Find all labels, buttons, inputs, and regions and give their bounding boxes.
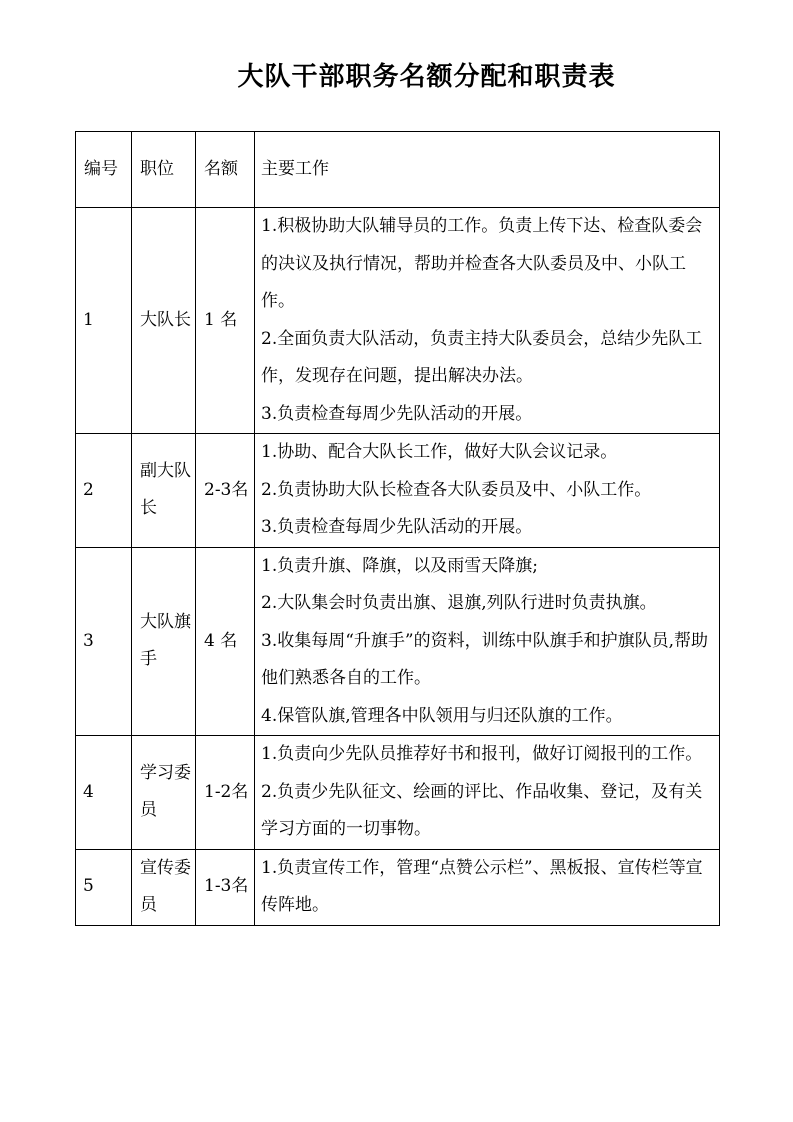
table-row <box>76 849 720 925</box>
duty-item: 2.负责少先队征文、绘画的评比、作品收集、登记，及有关学习方面的一切事物。 <box>261 781 703 839</box>
row-duties <box>255 736 720 850</box>
duty-item: 1.积极协助大队辅导员的工作。负责上传下达、检查队委会的决议及执行情况，帮助并检查各大队委员及中、小队工作。 <box>261 216 703 311</box>
duty-item: 3.收集每周“升旗手”的资料，训练中队旗手和护旗队员,帮助他们熟悉各自的工作。 <box>261 630 709 688</box>
row-duties <box>255 208 720 434</box>
duty-item: 2.负责协助大队长检查各大队委员及中、小队工作。 <box>261 479 652 500</box>
table-row <box>76 434 720 548</box>
row-duties <box>255 547 720 736</box>
header-quota: 名额 <box>196 132 255 208</box>
duty-item: 1.协助、配合大队长工作，做好大队会议记录。 <box>261 442 618 462</box>
duty-item: 2.全面负责大队活动，负责主持大队委员会，总结少先队工作，发现存在问题，提出解决办法。 <box>261 328 703 386</box>
duty-item: 2.大队集会时负责出旗、退旗,列队行进时负责执旗。 <box>261 593 657 613</box>
duty-item: 3.负责检查每周少先队活动的开展。 <box>261 517 533 537</box>
row-position: 宣传委员 <box>132 849 196 925</box>
row-number: 5 <box>76 849 132 925</box>
duty-item: 3.负责检查每周少先队活动的开展。 <box>261 403 533 424</box>
row-quota: 4 名 <box>196 547 255 736</box>
table-row <box>76 736 720 850</box>
page-title: 大队干部职务名额分配和职责表 <box>237 62 616 92</box>
row-position: 副大队长 <box>132 434 196 548</box>
row-quota: 1-3名 <box>196 849 255 925</box>
table-row <box>76 547 720 736</box>
row-number: 4 <box>76 736 132 850</box>
header-duties: 主要工作 <box>255 132 720 208</box>
row-number: 2 <box>76 434 132 548</box>
row-position: 大队旗手 <box>132 547 196 736</box>
duty-item: 1.负责升旗、降旗，以及雨雪天降旗; <box>261 555 538 576</box>
row-quota: 2-3名 <box>196 434 255 548</box>
row-quota: 1 名 <box>196 208 255 434</box>
row-quota: 1-2名 <box>196 736 255 850</box>
row-position: 学习委员 <box>132 736 196 850</box>
row-duties <box>255 434 720 548</box>
table-header-row <box>76 132 720 208</box>
duty-table <box>75 131 720 926</box>
duty-item: 1.负责向少先队员推荐好书和报刊，做好订阅报刊的工作。 <box>261 744 703 764</box>
row-position: 大队长 <box>132 208 196 434</box>
table-row <box>76 208 720 434</box>
row-number: 3 <box>76 547 132 736</box>
row-number: 1 <box>76 208 132 434</box>
duty-item: 1.负责宣传工作，管理“点赞公示栏”、黑板报、宣传栏等宣传阵地。 <box>261 857 703 915</box>
header-position: 职位 <box>132 132 196 208</box>
header-number: 编号 <box>76 132 132 208</box>
duty-item: 4.保管队旗,管理各中队领用与归还队旗的工作。 <box>261 705 623 726</box>
row-duties <box>255 849 720 925</box>
